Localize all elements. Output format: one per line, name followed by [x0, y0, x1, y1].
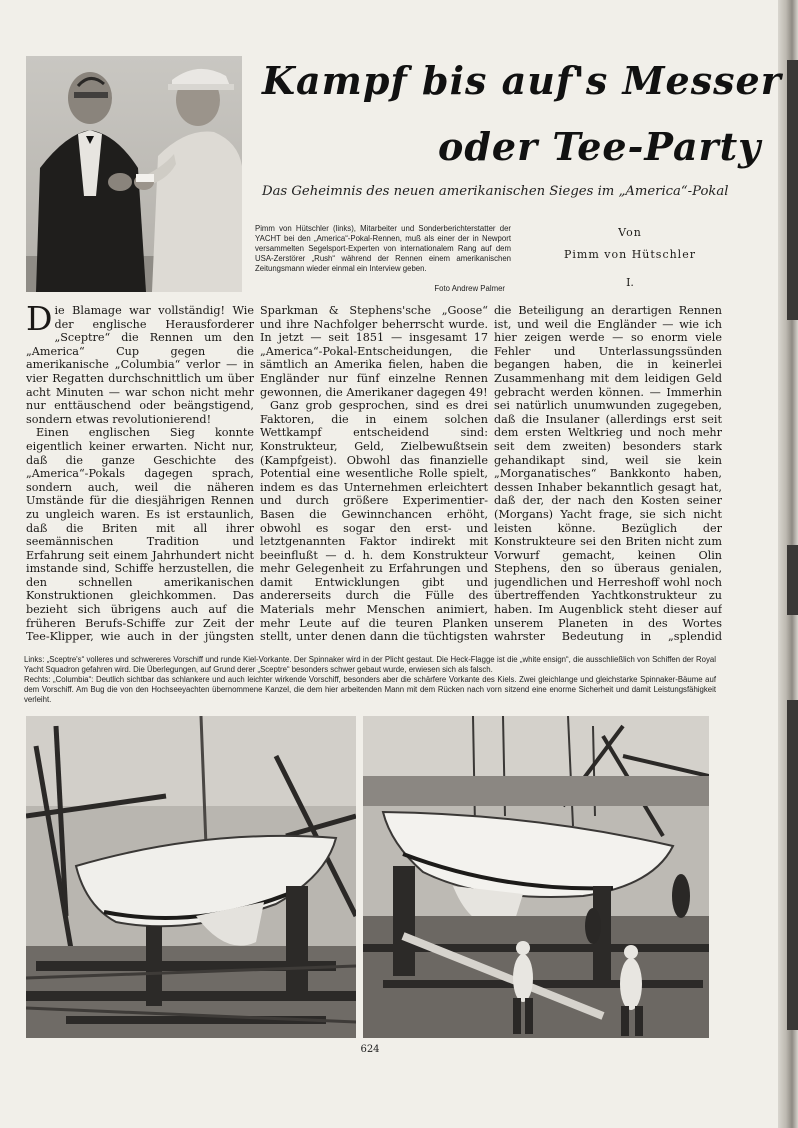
paragraph: die Beteiligung an derartigen Rennen ist, und weil die Engländer — wie ich hier zeigen werde — so enorm viele Fehler und Unterlassungssünden begangen haben, die in keinerlei Zusammenhang mit dem leidigen Geld gebracht werden können. — Immerhin sei natürlich unumwunden zugegeben, daß die Insulaner (allerdings erst seit dem ersten Weltkrieg und noch mehr seit dem zweiten) besonders stark gehandikapt sind, weil sie kein „Morganatisches“ Bankkonto haben, dessen Inhaber bekanntlich gesagt hat, daß der, der nach den Kosten seiner (Morgans) Yacht frage, sie sich nicht leisten könne. Bezüglich der Konstrukteure sei den Briten nicht zum Vorwurf gemacht, keinen Olin Stephens, den so überaus genialen, jugendlichen und Herreshoff wohl noch übertreffenden Yachtkonstrukteur zu haben. Im Augenblick steht dieser auf unserem Planeten in des Wortes wahrster Bedeutung in „splendid [494, 304, 722, 644]
yacht-photos-caption [24, 655, 716, 705]
caption-right: Rechts: „Columbia“: Deutlich sichtbar das schlankere und auch leichter wirkende Vorschiff, besonders aber die schärfere Vorkante des Kiels. Zwei gleichlange und gleichstarke Spinnaker-Bäume auf dem Vorschiff. Am Bug die von den Hochseeyachten übernommene Kanzel, die dem hier arbeitenden Mann mit dem Rücken nach vorn sitzend eine enorme Sicherheit und damit Leistungsfähigkeit verleiht. [24, 675, 716, 704]
drop-cap: D [26, 304, 53, 338]
page-number: 624 [360, 1044, 380, 1055]
byline-author: Pimm von Hütschler [564, 248, 696, 261]
text-column-3 [494, 304, 722, 644]
photo-caption: Pimm von Hütschler (links), Mitarbeiter und Sonderberichterstatter der YACHT bei den „America“-Pokal-Rennen, muß als einer der in Newport versammelten Segelsport-Experten von internationalem Rang auf dem USA-Zerstörer „Rush“ während der Rennen einem amerikanischen Zeitungsmann wieder einmal ein Interview geben. [255, 224, 511, 273]
adjacent-page-edge [778, 0, 798, 1128]
text-column-1 [26, 304, 254, 644]
article-subtitle: Das Geheimnis des neuen amerikanischen Sieges im „America“-Pokal [262, 184, 729, 199]
columbia-photo [363, 716, 709, 1038]
byline-von: Von [618, 226, 642, 239]
part-number: I. [626, 276, 634, 289]
article-title-line2: oder Tee-Party [438, 124, 762, 169]
paragraph: Sparkman & Stephens'sche „Goose“ und ihre Nachfolger beherrscht wurde. In jetzt — seit 1851 — insgesamt 17 „America“-Pokal-Entscheidungen, die sämtlich an Amerika fielen, haben die Engländer nur fünf einzelne Rennen gewonnen, die Amerikaner dagegen 49! [260, 304, 488, 399]
paragraph: Einen englischen Sieg konnte eigentlich keiner erwarten. Nicht nur, daß die ganze Geschichte des „America“-Pokals dagegen sprach, sondern auch, weil die näheren Umstände für die diesjährigen Rennen zu ungleich waren. Es ist erstaunlich, daß die Briten mit all ihrer seemännischen Tradition und Erfahrung seit einem Jahrhundert nicht imstande sind, Schiffe herzustellen, die den schnellen amerikanischen Konstruktionen gleichkommen. Das bezieht sich übrigens auch auf die früheren Berufs-Schiffe zur Zeit der Tee-Klipper, wie auch in der jüngsten [26, 426, 254, 644]
paragraph: Ganz grob gesprochen, sind es drei Faktoren, die in einem solchen Wettkampf entscheidend sind: Konstrukteur, Geld, Zielbewußtsein (Kampfgeist). Obwohl das finanzielle Potential eine wesentliche Rolle spielt, indem es das Unternehmen erleichtert und durch größere Experimentier-Basen die Gewinnchancen erhöht, obwohl es sogar den erst- und letztgenannten Faktor indirekt mit beeinflußt — d. h. dem Konstrukteur mehr Gelegenheit zu Erfahrungen und damit Entwicklungen gibt und andererseits durch die Fülle des Materials mehr Menschen animiert, mehr Leute auf die teuren Planken stellt, unter denen dann die tüchtigsten [260, 399, 488, 644]
caption-left: Links: „Sceptre's“ volleres und schwereres Vorschiff und runde Kiel-Vorkante. Der Spinnaker wird in der Plicht gestaut. Die Heck-Flagge ist die „white ensign“, die ausschließlich von Schiffen der Royal Yacht Squadron gefahren wird. Die Überlegungen, auf Grund derer „Sceptre“ besonders schwer gebaut wurde, erwiesen sich als falsch. [24, 655, 716, 674]
interview-photo [26, 56, 242, 292]
article-title-line1: Kampf bis auf's Messer [262, 58, 782, 103]
sceptre-photo [26, 716, 356, 1038]
paragraph-text: ie Blamage war vollständig! Wie der englische Herausforderer „Sceptre“ die Rennen um den „America“ Cup gegen die amerikanische „Columbia“ verlor — in vier Regatten durchschnittlich um über acht Minuten — war schon nicht mehr nur enttäuschend oder beängstigend, sondern etwas revolutionierend! [26, 304, 254, 426]
text-column-2 [260, 304, 488, 644]
photo-credit: Foto Andrew Palmer [434, 284, 505, 293]
paragraph [26, 304, 254, 426]
